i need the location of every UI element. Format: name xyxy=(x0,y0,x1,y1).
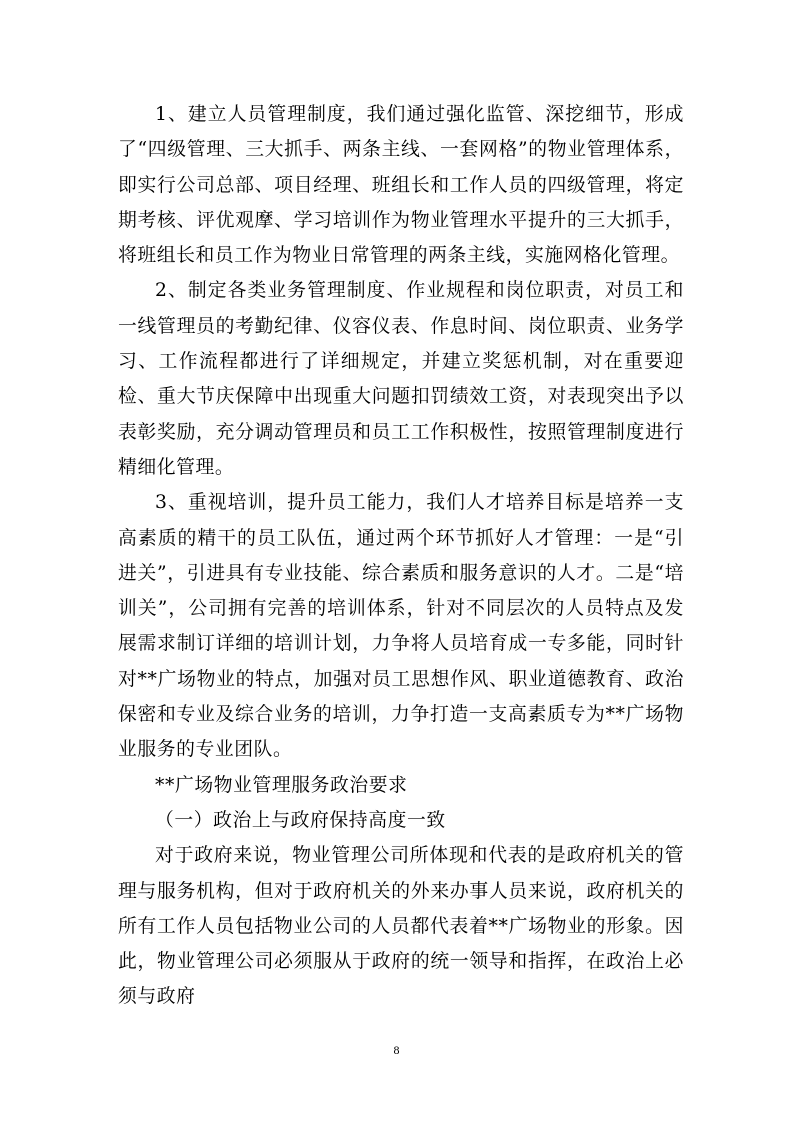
subsection-title: （一）政治上与政府保持高度一致 xyxy=(155,809,446,831)
paragraph-business-rules: 2、制定各类业务管理制度、作业规程和岗位职责，对员工和一线管理员的考勤纪律、仪容仪表、作息时间、岗位职责、业务学习、工作流程都进行了详细规定，并建立奖惩机制，对在重要迎检、重大节庆保障中出现重大问题扣罚绩效工资，对表现突出予以表彰奖励，充分调动管理员和员工工作积极性，按照管理制度进行精细化管理。 xyxy=(118,280,684,478)
section-title: **广场物业管理服务政治要求 xyxy=(155,774,408,796)
paragraph-personnel-management: 1、建立人员管理制度，我们通过强化监管、深挖细节，形成了“四级管理、三大抓手、两条主线、一套网格”的物业管理体系，即实行公司总部、项目经理、班组长和工作人员的四级管理，将定期考核、评优观摩、学习培训作为物业管理水平提升的三大抓手，将班组长和员工作为物业日常管理的两条主线，实施网格化管理。 xyxy=(118,104,684,267)
document-body xyxy=(118,97,684,1015)
page-number: 8 xyxy=(393,1043,400,1057)
paragraph-political-alignment: 对于政府来说，物业管理公司所体现和代表的是政府机关的管理与服务机构，但对于政府机关的外来办事人员来说，政府机关的所有工作人员包括物业公司的人员都代表着**广场物业的形象。因此，物业管理公司必须服从于政府的统一领导和指挥，在政治上必须与政府 xyxy=(118,845,684,1008)
paragraph-training: 3、重视培训，提升员工能力，我们人才培养目标是培养一支高素质的精干的员工队伍，通过两个环节抓好人才管理：一是“引进关”，引进具有专业技能、综合素质和服务意识的人才。二是“培训关”，公司拥有完善的培训体系，针对不同层次的人员特点及发展需求制订详细的培训计划，力争将人员培育成一专多能，同时针对**广场物业的特点，加强对员工思想作风、职业道德教育、政治保密和专业及综合业务的培训，力争打造一支高素质专为**广场物业服务的专业团队。 xyxy=(118,492,684,761)
